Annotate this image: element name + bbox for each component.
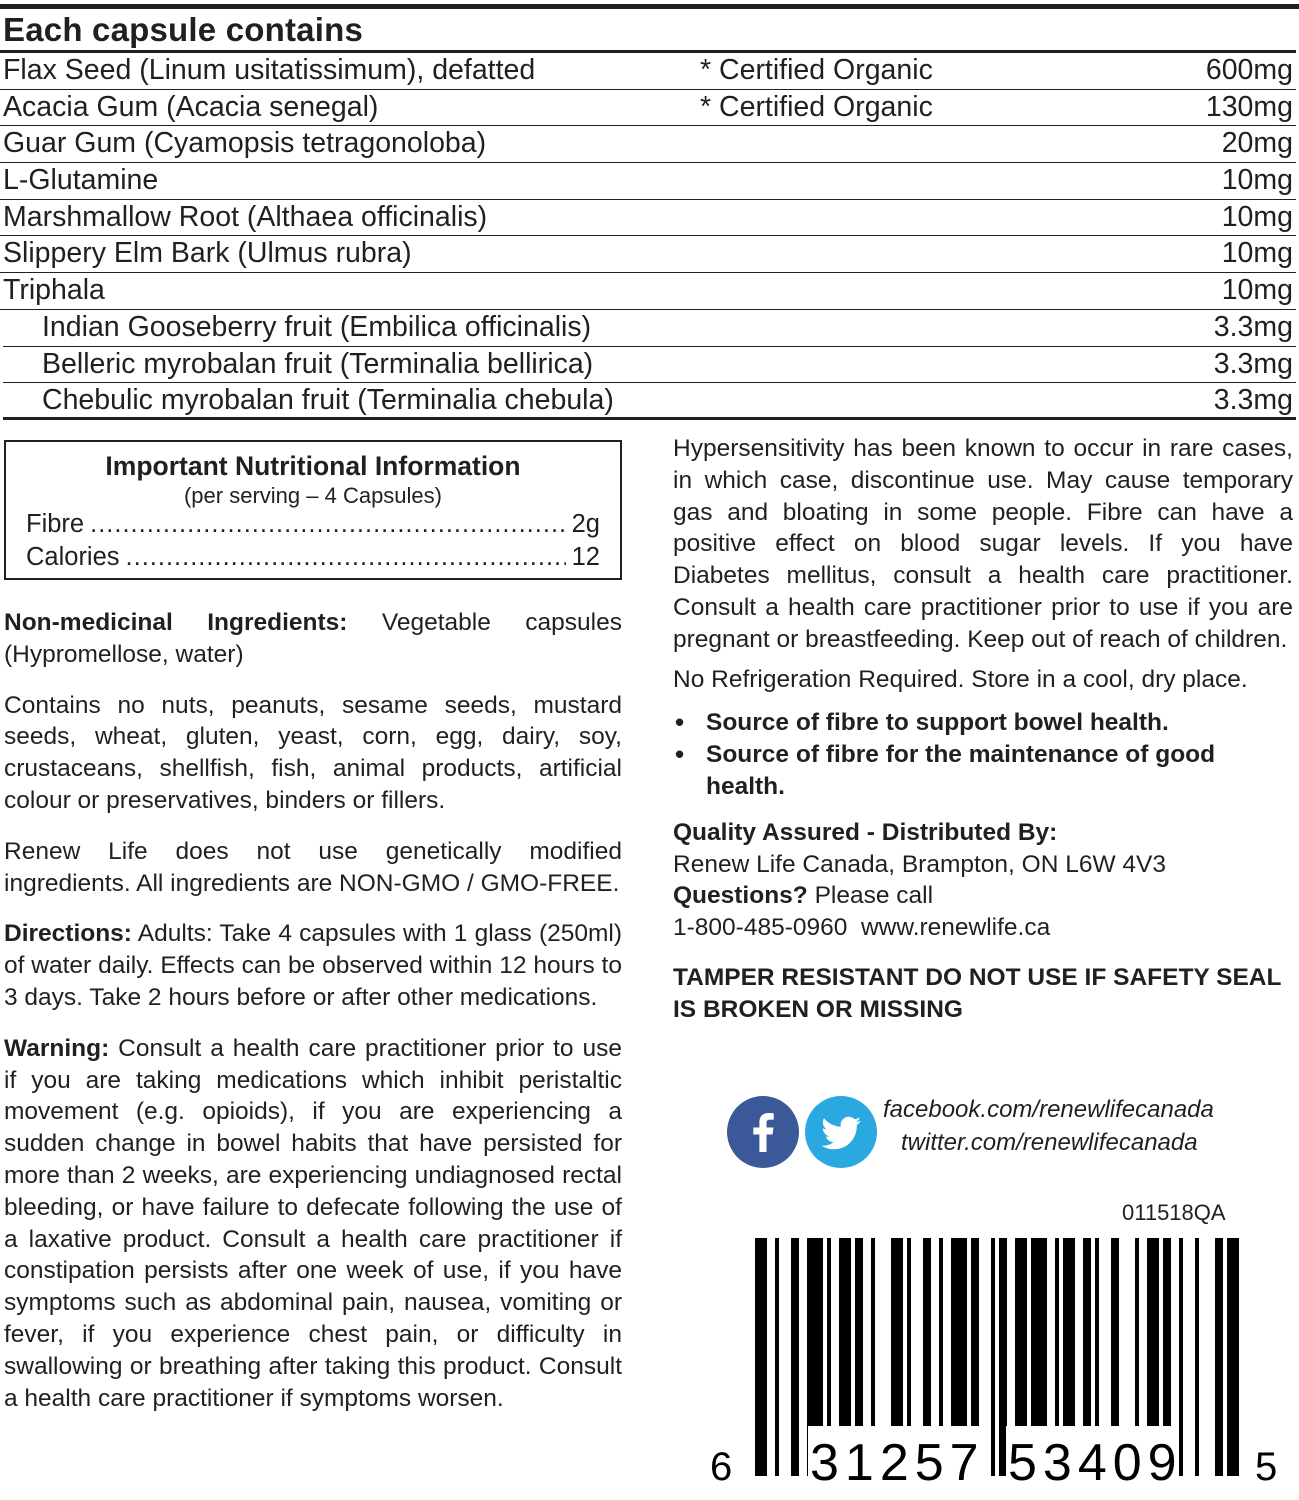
list-item: • Source of fibre to support bowel health. [673,707,1293,739]
fibre-label: Fibre [26,510,85,538]
ingredient-amount: 10mg [1221,274,1293,307]
non-medicinal-label: Non-medicinal Ingredients: [4,609,348,636]
barcode [700,1236,1290,1486]
ingredient-amount: 3.3mg [1213,384,1293,417]
table-row-sub [3,383,1296,420]
calories-label: Calories [26,543,120,571]
distribution-label-text: Quality Assured - Distributed By: [673,818,1058,846]
barcode-digit-last: 5 [1255,1445,1278,1486]
ingredient-amount: 3.3mg [1213,347,1293,380]
table-heading: Each capsule contains [3,11,363,48]
barcode-bar [775,1238,779,1476]
ingredient-amount: 600mg [1205,54,1293,86]
social-links [883,1093,1214,1159]
table-row [0,236,1296,273]
nutrition-title: Important Nutritional Information [105,451,521,481]
warning-label: Warning: [4,1034,110,1062]
gmo-paragraph: Renew Life does not use genetically modified ingredients. All ingredients are NON-GMO / GMO-FREE. [4,837,622,897]
ingredient-name: Triphala [3,274,105,307]
right-column [673,433,1293,1026]
ingredient-name: Marshmallow Root (Althaea officinalis) [3,200,488,233]
directions-label: Directions: [4,920,132,948]
barcode-bar [999,1238,1007,1476]
ingredient-amount: 10mg [1221,200,1293,233]
ingredient-amount: 3.3mg [1213,310,1293,343]
left-column [4,440,622,1433]
table-row [0,90,1296,127]
facebook-link[interactable]: facebook.com/renewlifecanada [883,1096,1214,1123]
top-rule [0,4,1299,9]
table-row [0,200,1296,237]
dot-leader [90,509,566,539]
nutrition-box [4,440,622,580]
ingredient-note: * Certified Organic [700,90,933,123]
ingredient-name: Guar Gum (Cyamopsis tetragonoloba) [3,127,487,160]
table-row [0,53,1296,90]
social-block [727,1093,1247,1173]
facebook-glyph [727,1096,799,1168]
ingredient-amount: 130mg [1205,90,1293,123]
non-medicinal-paragraph [4,607,622,671]
ingredient-name: Slippery Elm Bark (Ulmus rubra) [3,237,412,270]
nutrition-subtitle: (per serving – 4 Capsules) [183,483,442,508]
storage-paragraph: No Refrigeration Required. Store in a cool, dry place. [673,665,1248,693]
distribution-address: Renew Life Canada, Brampton, ON L6W 4V3 [673,850,1166,878]
ingredient-amount: 10mg [1221,164,1293,197]
distribution-block [673,817,1293,944]
list-item: • Source of fibre for the maintenance of good health. [673,739,1293,803]
ingredient-note: * Certified Organic [700,54,933,86]
barcode-digit-first: 6 [710,1445,733,1486]
barcode-bar [791,1238,799,1476]
barcode-group-left: 31257 [810,1434,985,1486]
barcode-bar [1227,1238,1239,1476]
phone-web: 1-800-485-0960 www.renewlife.ca [673,914,1051,942]
tamper-warning: TAMPER RESISTANT DO NOT USE IF SAFETY SEAL IS BROKEN OR MISSING [673,963,1282,1023]
ingredient-amount: 20mg [1221,127,1293,160]
barcode-bar [991,1238,995,1476]
ingredient-name: Indian Gooseberry fruit (Embilica officinalis) [42,310,592,343]
ingredient-name: Acacia Gum (Acacia senegal) [3,90,379,123]
table-row [0,163,1296,200]
distribution-label [673,817,1293,849]
fibre-line [26,509,600,539]
barcode-bar [755,1238,767,1476]
ingredients-table [0,53,1296,420]
dot-leader [126,542,566,572]
directions-text: Adults: Take 4 capsules with 1 glass (250ml) of water daily. Effects can be observed within 12 hours to 3 days. Take 2 hours before or after other medications. [4,920,622,1011]
table-row [0,273,1296,310]
barcode-bar [1195,1238,1199,1476]
questions-line [673,880,1293,912]
table-row-sub [3,347,1296,384]
twitter-glyph [805,1096,877,1168]
hypersensitivity-paragraph: Hypersensitivity has been known to occur in rare cases, in which case, discontinue use. May cause temporary gas and bloating in some people. Fibre can have a positive effect on blood sugar levels. If you have Diabetes mellitus, consult a health care practitioner. Consult a health care practitioner prior to use if you are pregnant or breastfeeding. Keep out of reach of children. [673,435,1293,653]
directions-paragraph [4,918,622,1013]
ingredient-amount: 10mg [1221,237,1293,270]
ingredient-name: Chebulic myrobalan fruit (Terminalia chebula) [42,384,614,417]
table-row [0,126,1296,163]
questions-label: Questions? [673,882,808,910]
facebook-icon[interactable] [727,1096,799,1168]
warning-text: Consult a health care practitioner prior to use if you are taking medications which inhibit peristaltic movement (e.g. opioids), if you are experiencing a sudden change in bowel habits that have persisted for more than 2 weeks, are experiencing undiagnosed rectal bleeding, or have failure to defecate following the use of a laxative product. Consult a health care practitioner if constipation persists after one week of use, if you have symptoms such as abdominal pain, nausea, vomiting or fever, if you experience chest pain, or difficulty in swallowing or breathing after taking this product. Consult a health care practitioner if symptoms worsen. [4,1034,622,1412]
allergen-paragraph: Contains no nuts, peanuts, sesame seeds, mustard seeds, wheat, gluten, yeast, corn, egg, dairy, soy, crustaceans, shellfish, fish, animal products, artificial colour or preservatives, binders or fillers. [4,691,622,814]
warning-paragraph [4,1033,622,1415]
calories-value: 12 [571,543,600,571]
non-medicinal-text: Vegetable capsules (Hypromellose, water) [4,609,622,668]
ingredient-name: L-Glutamine [3,164,159,197]
claims-list [673,707,1293,802]
twitter-link[interactable]: twitter.com/renewlifecanada [901,1129,1198,1156]
fibre-value: 2g [571,510,600,538]
questions-text: Please call [807,882,934,910]
ingredient-name: Flax Seed (Linum usitatissimum), defatted [3,54,536,86]
barcode-group-right: 53409 [1008,1434,1183,1486]
lot-code: 011518QA [1122,1200,1226,1225]
calories-line [26,542,600,572]
ingredient-name: Belleric myrobalan fruit (Terminalia bellirica) [42,347,594,380]
barcode-bar [1215,1238,1223,1476]
twitter-icon[interactable] [805,1096,877,1168]
table-row-sub [3,310,1296,347]
